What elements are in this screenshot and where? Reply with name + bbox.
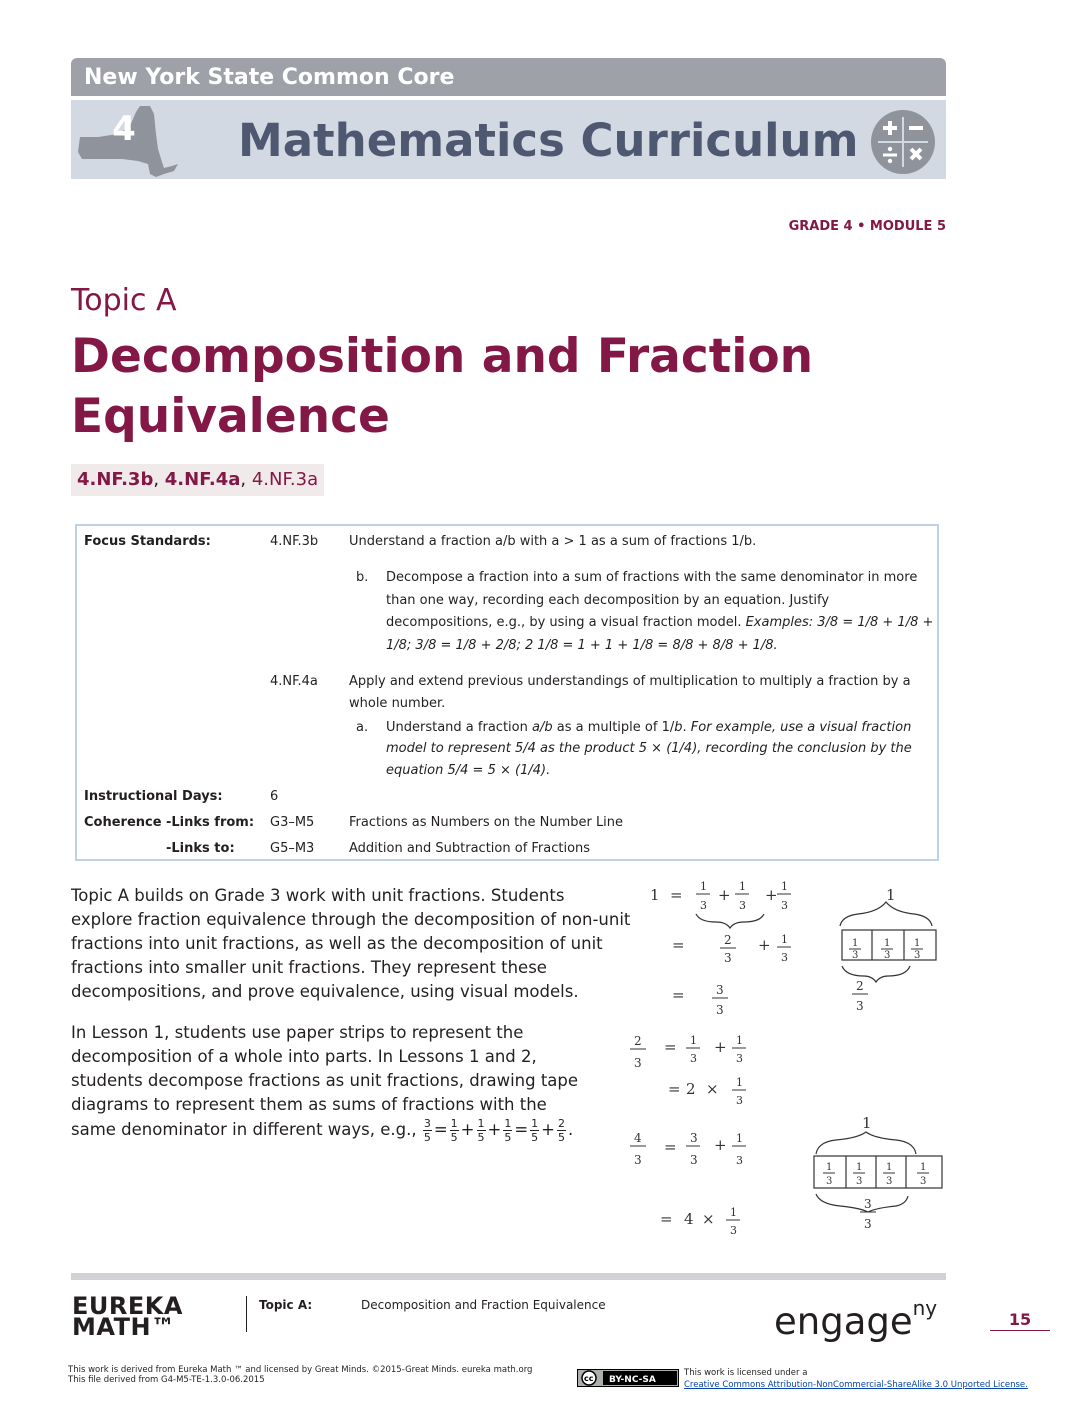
svg-text:+: + <box>714 1038 727 1056</box>
svg-text:3: 3 <box>856 999 864 1013</box>
svg-text:3: 3 <box>690 1153 698 1167</box>
fraction: $\frac{1}{5}$ <box>531 1117 539 1144</box>
svg-text:×: × <box>702 1210 715 1228</box>
creative-commons-badge-icon <box>577 1369 679 1387</box>
fraction: $\frac{2}{5}$ <box>557 1117 565 1144</box>
svg-text:3: 3 <box>690 1052 697 1065</box>
grade-number: 4 <box>112 109 136 149</box>
sub-standard-line: equation 5/4 = 5 × (1/4). <box>386 763 551 778</box>
engageny-logo: engage$^{ny}$ <box>774 1295 938 1343</box>
svg-text:3: 3 <box>856 1176 863 1187</box>
svg-text:3: 3 <box>690 1131 698 1145</box>
svg-text:+: + <box>758 936 771 954</box>
svg-text:3: 3 <box>914 950 921 961</box>
sub-letter: a. <box>356 720 369 735</box>
svg-text:=: = <box>668 1080 681 1098</box>
svg-text:2: 2 <box>856 979 864 993</box>
license-text: This work is licensed under a Creative Commons Attribution-NonCommercial-ShareAlike 3.0 Unported License. <box>684 1368 1028 1390</box>
svg-text:1: 1 <box>700 880 707 893</box>
curriculum-title: Mathematics Curriculum <box>238 114 859 167</box>
page-number: 15 <box>1008 1310 1032 1329</box>
svg-text:3: 3 <box>736 1154 743 1167</box>
svg-text:2: 2 <box>724 933 732 947</box>
svg-text:1: 1 <box>852 938 859 949</box>
fraction: $\frac{3}{5}$ <box>423 1117 431 1144</box>
svg-text:3: 3 <box>781 951 788 964</box>
svg-text:+: + <box>718 886 731 904</box>
svg-text:1: 1 <box>856 1162 863 1173</box>
svg-text:1: 1 <box>886 886 896 904</box>
svg-text:1: 1 <box>886 1162 893 1173</box>
grade-module-label: GRADE 4 • MODULE 5 <box>788 219 946 234</box>
fraction: $\frac{1}{5}$ <box>477 1117 485 1144</box>
svg-text:3: 3 <box>886 1176 893 1187</box>
links-to-code: G5–M3 <box>270 841 315 856</box>
svg-text:+: + <box>714 1136 727 1154</box>
standards-list: 4.NF.3b, 4.NF.4a, 4.NF.3a <box>77 469 319 490</box>
svg-text:1: 1 <box>862 1114 872 1132</box>
standard-code: 4.NF.3a <box>251 469 319 490</box>
sub-standard-line: Decompose a fraction into a sum of fractions with the same denominator in more <box>386 570 918 585</box>
footer-topic-label: Topic A: <box>259 1298 313 1312</box>
svg-text:cc: cc <box>584 1374 594 1383</box>
body-paragraph: Topic A builds on Grade 3 work with unit fractions. Students explore fraction equivalence through the decomposition of non-unit fractions into unit fractions, as well as the decomposition of unit fractions into smaller unit fractions. They represent these decompositions, and prove equivalence, using visual models. <box>71 886 631 1001</box>
svg-text:3: 3 <box>716 1003 724 1017</box>
svg-text:1: 1 <box>920 1162 927 1173</box>
instructional-days-value: 6 <box>270 789 279 804</box>
standard-code: 4.NF.4a <box>164 469 241 490</box>
license-link[interactable]: Creative Commons Attribution-NonCommercial-ShareAlike 3.0 Unported License. <box>684 1380 1028 1390</box>
topic-label: Topic A <box>71 283 177 318</box>
fraction: $\frac{1}{5}$ <box>504 1117 512 1144</box>
svg-text:2: 2 <box>686 1080 696 1098</box>
standard-text: Apply and extend previous understandings of multiplication to multiply a fraction by a <box>349 674 911 689</box>
svg-text:3: 3 <box>864 1197 872 1211</box>
svg-text:1: 1 <box>736 1076 743 1089</box>
svg-text:3: 3 <box>884 950 891 961</box>
sub-standard-line: decompositions, e.g., by using a visual fraction model. Examples: 3/8 = 1/8 + 1/8 + <box>386 615 934 630</box>
topic-title: Decomposition and Fraction Equivalence <box>71 329 814 444</box>
svg-text:1: 1 <box>736 1034 743 1047</box>
svg-text:=: = <box>664 1138 677 1156</box>
links-from-label: -Links from: <box>166 815 255 830</box>
svg-text:1: 1 <box>826 1162 833 1173</box>
svg-text:3: 3 <box>736 1094 743 1107</box>
svg-text:×: × <box>706 1080 719 1098</box>
standards-tag <box>71 464 324 496</box>
svg-text:3: 3 <box>920 1176 927 1187</box>
curriculum-org: New York State Common Core <box>84 65 455 90</box>
svg-text:4: 4 <box>634 1131 642 1145</box>
svg-text:3: 3 <box>852 950 859 961</box>
sub-standard-line: model to represent 5/4 as the product 5 × (1/4), recording the conclusion by the <box>386 741 912 756</box>
standard-text: whole number. <box>349 696 446 711</box>
svg-text:+: + <box>765 886 778 904</box>
coherence-label: Coherence <box>84 815 162 830</box>
svg-text:1: 1 <box>781 933 788 946</box>
svg-text:1: 1 <box>690 1034 697 1047</box>
svg-text:1: 1 <box>730 1206 737 1219</box>
svg-text:3: 3 <box>739 899 746 912</box>
svg-text:=: = <box>672 936 685 954</box>
svg-text:3: 3 <box>781 899 788 912</box>
svg-text:1: 1 <box>739 880 746 893</box>
license-derived-text: This work is derived from Eureka Math ™ and licensed by Great Minds. ©2015-Great Minds. eureka math.org This file derived from G4-M5-TE-1.3.0-06.2015 <box>68 1365 533 1385</box>
eureka-math-logo: EUREKA MATH™ <box>72 1292 183 1341</box>
focus-standards-box <box>75 524 939 861</box>
standard-code: 4.NF.3b <box>270 534 319 549</box>
svg-text:2: 2 <box>634 1034 642 1048</box>
footer-topic-title: Decomposition and Fraction Equivalence <box>361 1298 606 1312</box>
svg-text:3: 3 <box>826 1176 833 1187</box>
svg-text:3: 3 <box>736 1052 743 1065</box>
svg-text:=: = <box>660 1210 673 1228</box>
standard-text: Understand a fraction a/b with a > 1 as a sum of fractions 1/b. <box>349 534 757 549</box>
header-bar <box>71 58 946 96</box>
sub-standard-line: than one way, recording each decomposition by an equation. Justify <box>386 593 830 608</box>
handwritten-fraction-sketch <box>620 878 950 1238</box>
footer-divider <box>246 1296 247 1332</box>
svg-text:1: 1 <box>650 886 660 904</box>
sub-standard-line: Understand a fraction a/b as a multiple of 1/b. For example, use a visual fraction <box>386 720 912 735</box>
svg-text:1: 1 <box>736 1132 743 1145</box>
svg-text:3: 3 <box>864 1217 872 1231</box>
svg-text:3: 3 <box>700 899 707 912</box>
links-from-code: G3–M5 <box>270 815 315 830</box>
links-to-text: Addition and Subtraction of Fractions <box>349 841 591 856</box>
sub-standard-line: 1/8; 3/8 = 1/8 + 2/8; 2 1/8 = 1 + 1 + 1/8 = 8/8 + 8/8 + 1/8. <box>386 638 778 653</box>
footer-rule <box>71 1273 946 1280</box>
page-number-rule <box>990 1330 1050 1331</box>
svg-text:=: = <box>672 986 685 1004</box>
svg-text:1: 1 <box>781 880 788 893</box>
svg-text:=: = <box>664 1038 677 1056</box>
svg-text:3: 3 <box>634 1153 642 1167</box>
svg-text:4: 4 <box>684 1210 694 1228</box>
standard-code: 4.NF.4a <box>270 674 318 689</box>
links-from-text: Fractions as Numbers on the Number Line <box>349 815 624 830</box>
svg-text:3: 3 <box>716 983 724 997</box>
instructional-days-label: Instructional Days: <box>84 789 223 804</box>
svg-text:3: 3 <box>730 1224 737 1237</box>
links-to-label: -Links to: <box>166 841 235 856</box>
svg-text:=: = <box>670 886 683 904</box>
standard-code: 4.NF.3b <box>77 469 154 490</box>
svg-text:3: 3 <box>724 951 732 965</box>
svg-text:3: 3 <box>634 1056 642 1070</box>
svg-text:1: 1 <box>884 938 891 949</box>
sub-letter: b. <box>356 570 369 585</box>
svg-text:1: 1 <box>914 938 921 949</box>
math-operations-icon <box>870 109 936 175</box>
body-paragraph: In Lesson 1, students use paper strips to represent the decomposition of a whole into parts. In Lessons 1 and 2, students decompose fractions as unit fractions, drawing tape diagrams to represent them as sums of fractions with the same denominator in different ways, e.g., $\frac{3}{5}$ = $\frac{1}{5}$ + $\frac{1}{5}$ + $\frac{1}{5}$ = $\frac{1}{5}$ + $\frac{2}{5}$ . <box>71 1023 579 1144</box>
focus-standards-label: Focus Standards: <box>84 534 211 549</box>
fraction: $\frac{1}{5}$ <box>450 1117 458 1144</box>
fraction-equation: $\frac{3}{5}$ = $\frac{1}{5}$ + $\frac{1}{5}$ + $\frac{1}{5}$ = $\frac{1}{5}$ + $\frac{2}{5}$ . <box>423 1117 574 1144</box>
svg-text:BY-NC-SA: BY-NC-SA <box>609 1375 656 1385</box>
